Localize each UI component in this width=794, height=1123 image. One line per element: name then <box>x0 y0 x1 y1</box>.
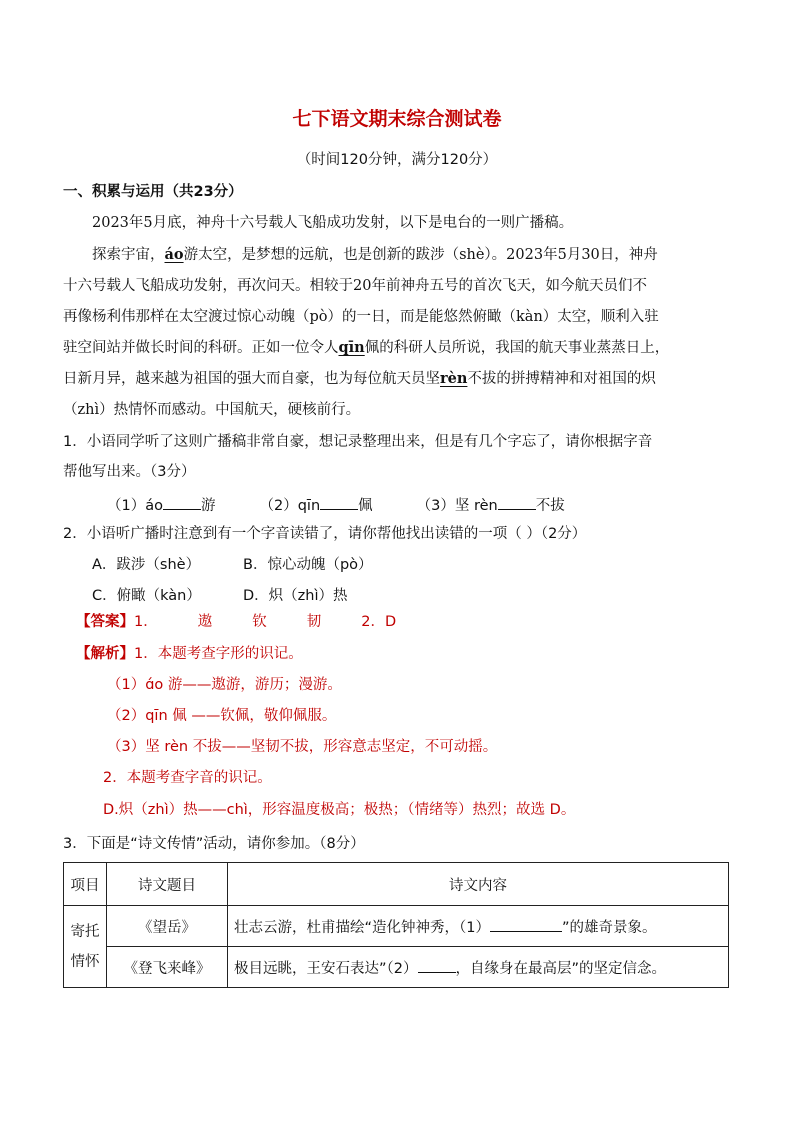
section-heading: 一、积累与运用（共23分） <box>63 184 243 200</box>
question-1-line-1: 1．小语同学听了这则广播稿非常自豪，想记录整理出来，但是有几个字忘了，请你根据字音 <box>63 434 653 450</box>
table-header-cell: 诗文内容 <box>228 863 729 906</box>
analysis-line-2: （1）ɑ́o 游——遨游，游历；漫游。 <box>107 677 342 693</box>
analysis-line-6: D.炽（zhì）热——chì，形容温度极高；极热；（情绪等）热烈；故选 D。 <box>103 802 576 818</box>
passage-line-4: 驻空间站并做长时间的科研。正如一位令人qīn佩的科研人员所说，我国的航天事业蒸蒸日上， <box>63 339 670 356</box>
table-cell-content: 极目远眺，王安石表达”（2） ，自缘身在最高层”的坚定信念。 <box>228 947 729 988</box>
answer-blank[interactable] <box>418 956 456 973</box>
question-2-option-b: B．惊心动魄（pò） <box>243 557 373 573</box>
pinyin-ren: rèn <box>440 370 468 387</box>
table-group-cell: 寄托 情怀 <box>64 906 107 988</box>
answer-blank[interactable] <box>320 493 358 510</box>
question-2-option-a: A．跋涉（shè） <box>92 557 201 573</box>
passage-line-1: 探索宇宙，áo游太空，是梦想的远航，也是创新的跋涉（shè）。2023年5月30日，神舟 <box>92 246 658 263</box>
analysis-line-1: 【解析】1．本题考查字形的识记。 <box>76 646 303 662</box>
table-cell-title: 《望岳》 <box>107 906 228 947</box>
passage-line-6: （zhì）热情怀而感动。中国航天，硬核前行。 <box>63 402 361 418</box>
pinyin-qin: qīn <box>338 339 365 356</box>
passage-line-5: 日新月异，越来越为祖国的强大而自豪，也为每位航天员坚rèn不拔的拼搏精神和对祖国的炽 <box>63 370 656 387</box>
table-cell-content: 壮志云游，杜甫描绘“造化钟神秀，（1） ”的雄奇景象。 <box>228 906 729 947</box>
table-row <box>64 906 729 947</box>
question-1-options: （1）áo 游 （2）qīn 佩 （3）坚 rèn 不拔 <box>107 493 565 516</box>
question-3-line-1: 3．下面是“诗文传情”活动，请你参加。（8分） <box>63 836 365 852</box>
analysis-line-5: 2．本题考查字音的识记。 <box>103 770 272 786</box>
answer-blank[interactable] <box>490 915 562 932</box>
table-row <box>64 947 729 988</box>
passage-intro: 2023年5月底，神舟十六号载人飞船成功发射，以下是电台的一则广播稿。 <box>92 215 574 231</box>
passage-line-3: 再像杨利伟那样在太空渡过惊心动魄（pò）的一日，而是能悠然俯瞰（kàn）太空，顺利入驻 <box>63 309 659 325</box>
analysis-label: 【解析】 <box>76 646 134 662</box>
answer-line: 【答案】1． 遨 钦 韧 2．D <box>76 614 397 630</box>
poem-table <box>63 862 729 988</box>
question-2-line-1: 2．小语听广播时注意到有一个字音读错了，请你帮他找出读错的一项（ ）（2分） <box>63 526 587 542</box>
table-header-cell: 诗文题目 <box>107 863 228 906</box>
document-subtitle: （时间120分钟，满分120分） <box>296 152 498 168</box>
passage-line-2: 十六号载人飞船成功发射，再次问天。相较于20年前神舟五号的首次飞天，如今航天员们不 <box>63 278 647 294</box>
question-2-option-c: C．俯瞰（kàn） <box>92 588 201 604</box>
answer-blank[interactable] <box>498 493 536 510</box>
answer-blank[interactable] <box>163 493 201 510</box>
document-title: 七下语文期末综合测试卷 <box>292 108 502 130</box>
table-cell-title: 《登飞来峰》 <box>107 947 228 988</box>
answer-label: 【答案】 <box>76 614 134 630</box>
analysis-line-4: （3）坚 rèn 不拔——坚韧不拔，形容意志坚定，不可动摇。 <box>107 739 498 755</box>
pinyin-ao: áo <box>164 246 184 263</box>
table-header-row <box>64 863 729 906</box>
question-1-line-2: 帮他写出来。（3分） <box>63 464 196 480</box>
analysis-line-3: （2）qīn 佩 ——钦佩，敬仰佩服。 <box>107 708 337 724</box>
question-2-option-d: D．炽（zhì）热 <box>243 588 348 604</box>
table-header-cell: 项目 <box>64 863 107 906</box>
